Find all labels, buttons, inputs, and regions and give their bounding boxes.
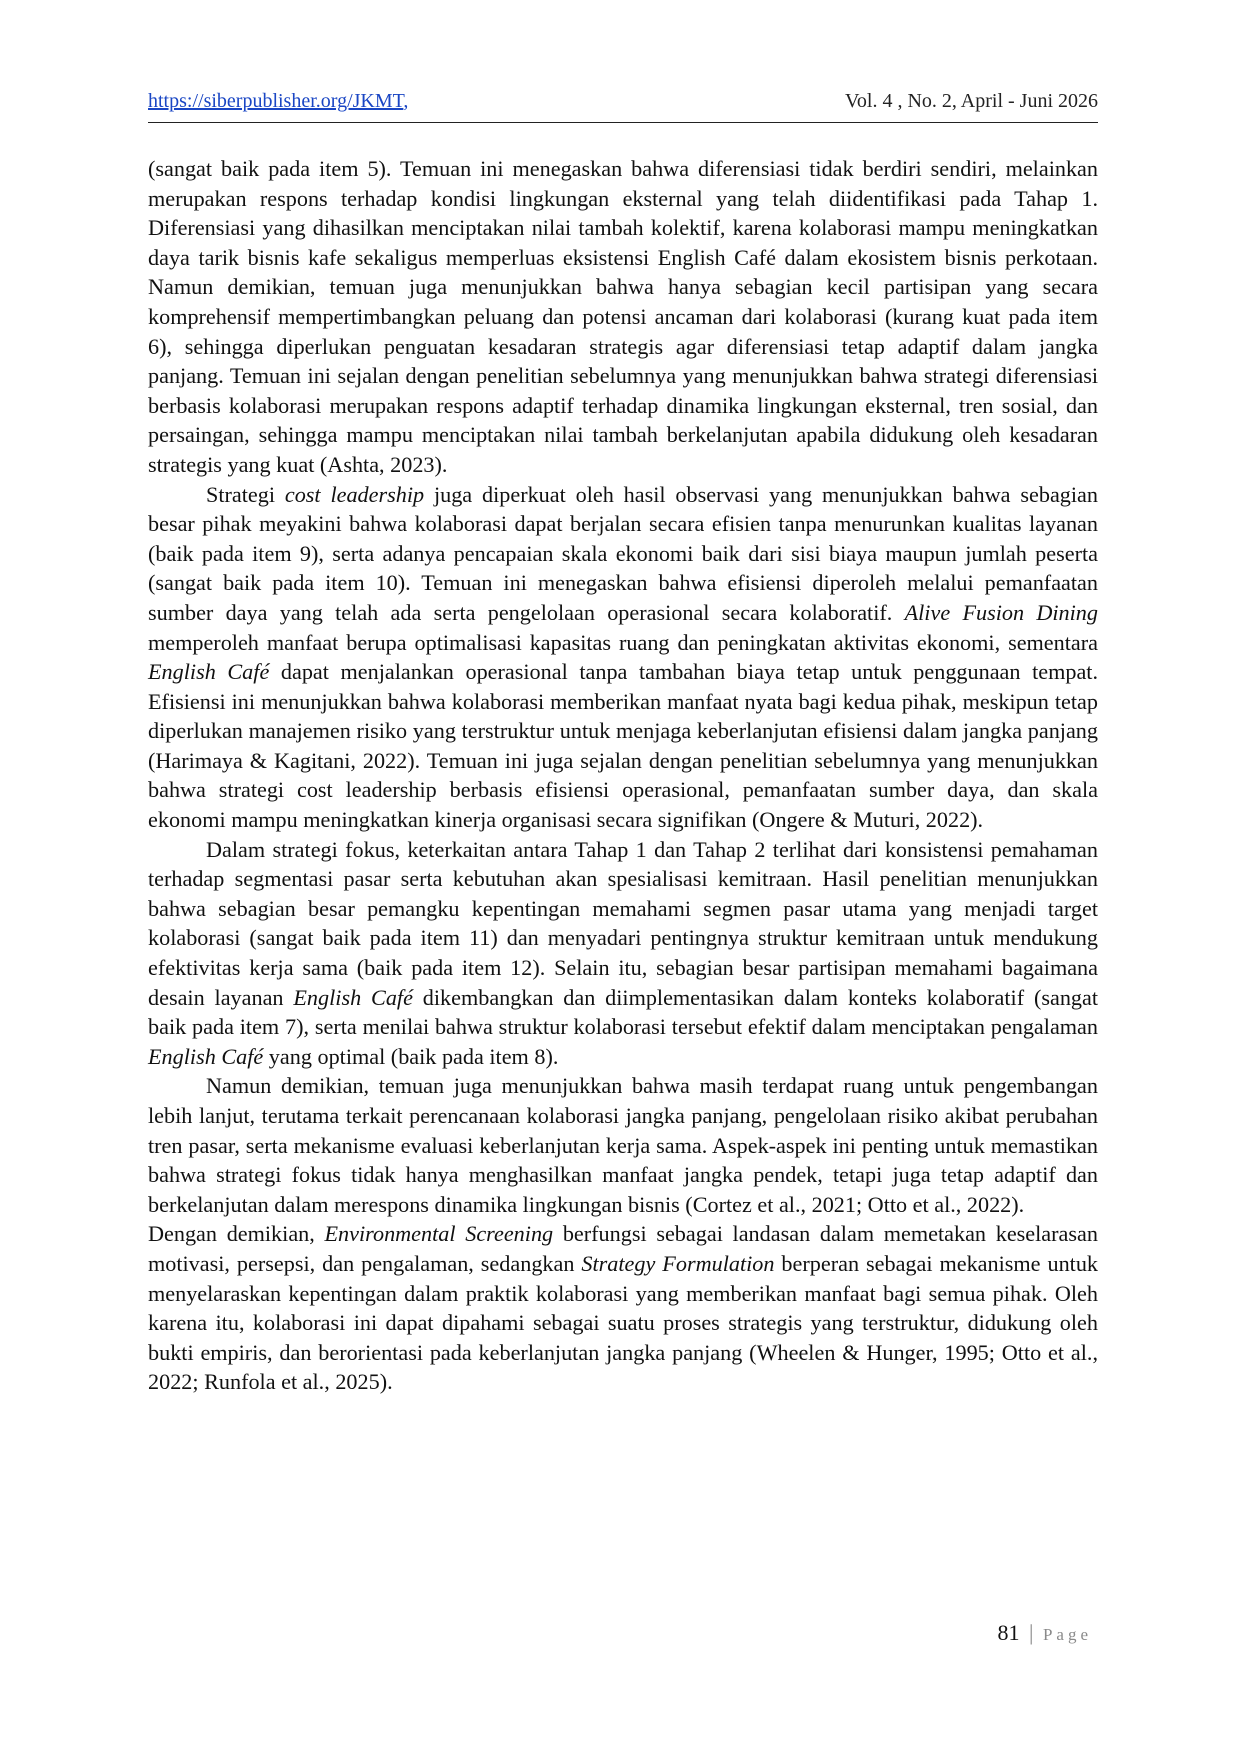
paragraph-5-text-a: Dengan demikian, <box>148 1221 325 1247</box>
footer-separator: | <box>1029 1620 1034 1645</box>
term-environmental-screening: Environmental Screening <box>324 1221 554 1247</box>
paragraph-2-text-d: dapat menjalankan operasional tanpa tambahan biaya tetap untuk penggunaan tempat. Efisiensi ini menunjukkan bahwa kolaborasi memberikan manfaat nyata bagi kedua pihak, meskipun tetap diperlukan manajemen risiko yang terstruktur untuk menjaga keberlanjutan efisiensi dalam jangka panjang (Harimaya & Kagitani, 2022). Temuan ini juga sejalan dengan penelitian sebelumnya yang menunjukkan bahwa strategi cost leadership berbasis efisiensi operasional, pemanfaatan sumber daya, dan skala ekonomi mampu meningkatkan kinerja organisasi secara signifikan (Ongere & Muturi, 2022). <box>148 659 1099 833</box>
term-cost-leadership: cost leadership <box>284 481 425 507</box>
page-footer <box>998 1620 1092 1646</box>
page-word: Page <box>1042 1625 1092 1644</box>
volume-issue-label: Vol. 4 , No. 2, April - Juni 2026 <box>845 90 1098 112</box>
paragraph-2-text-a: Strategi <box>206 481 285 507</box>
paragraph-5 <box>148 1219 1098 1397</box>
journal-link[interactable] <box>148 90 408 113</box>
running-header <box>148 90 1098 123</box>
paragraph-2 <box>148 480 1098 835</box>
paragraph-1-text: (sangat baik pada item 5). Temuan ini menegaskan bahwa diferensiasi tidak berdiri sendiri, melainkan merupakan respons terhadap kondisi lingkungan eksternal yang telah diidentifikasi pada Tahap 1. Diferensiasi yang dihasilkan menciptakan nilai tambah kolektif, karena kolaborasi mampu meningkatkan daya tarik bisnis kafe sekaligus memperluas eksistensi English Café dalam ekosistem bisnis perkotaan. Namun demikian, temuan juga menunjukkan bahwa hanya sebagian kecil partisipan yang secara komprehensif mempertimbangkan peluang dan potensi ancaman dari kolaborasi (kurang kuat pada item 6), sehingga diperlukan penguatan kesadaran strategis agar diferensiasi tetap adaptif dalam jangka panjang. Temuan ini sejalan dengan penelitian sebelumnya yang menunjukkan bahwa strategi diferensiasi berbasis kolaborasi merupakan respons adaptif terhadap dinamika lingkungan eksternal, tren sosial, dan persaingan, sehingga mampu menciptakan nilai tambah berkelanjutan apabila didukung oleh kesadaran strategis yang kuat (Ashta, 2023). <box>148 156 1098 477</box>
paragraph-1 <box>148 154 1098 480</box>
paragraph-3-text-c: yang optimal (baik pada item 8). <box>263 1043 559 1069</box>
journal-link-comma: , <box>403 90 409 112</box>
paragraph-4 <box>148 1071 1098 1219</box>
paragraph-2-text-b: juga diperkuat oleh hasil observasi yang menunjukkan bahwa sebagian besar pihak meyakini bahwa kolaborasi dapat berjalan secara efisien tanpa menurunkan kualitas layanan (baik pada item 9), serta adanya pencapaian skala ekonomi baik dari sisi biaya maupun jumlah peserta (sangat baik pada item 10). Temuan ini menegaskan bahwa efisiensi diperoleh melalui pemanfaatan sumber daya yang telah ada serta pengelolaan operasional secara kolaboratif. <box>148 481 1098 625</box>
paragraph-5-text-b: berfungsi sebagai landasan dalam memetakan keselarasan motivasi, persepsi, dan pengalaman, sedangkan <box>148 1221 1098 1276</box>
page-number: 81 <box>997 1620 1020 1645</box>
paragraph-4-text: Namun demikian, temuan juga menunjukkan bahwa masih terdapat ruang untuk pengembangan lebih lanjut, terutama terkait perencanaan kolaborasi jangka panjang, pengelolaan risiko akibat perubahan tren pasar, serta mekanisme evaluasi keberlanjutan kerja sama. Aspek-aspek ini penting untuk memastikan bahwa strategi fokus tidak hanya menghasilkan manfaat jangka pendek, tetapi juga tetap adaptif dan berkelanjutan dalam merespons dinamika lingkungan bisnis (Cortez et al., 2021; Otto et al., 2022). <box>148 1073 1098 1217</box>
term-english-cafe: English Café <box>293 984 413 1010</box>
paragraph-3 <box>148 835 1098 1072</box>
term-english-cafe: English Café <box>148 659 270 685</box>
paragraph-3-text-b: dikembangkan dan diimplementasikan dalam konteks kolaboratif (sangat baik pada item 7), serta menilai bahwa struktur kolaborasi tersebut efektif dalam menciptakan pengalaman <box>148 984 1099 1040</box>
term-strategy-formulation: Strategy Formulation <box>581 1250 775 1276</box>
term-english-cafe: English Café <box>148 1043 264 1069</box>
paragraph-5-text-c: berperan sebagai mekanisme untuk menyelaraskan kepentingan dalam praktik kolaborasi yang memberikan manfaat bagi semua pihak. Oleh karena itu, kolaborasi ini dapat dipahami sebagai suatu proses strategis yang terstruktur, didukung oleh bukti empiris, dan berorientasi pada keberlanjutan jangka panjang (Wheelen & Hunger, 1995; Otto et al., 2022; Runfola et al., 2025). <box>148 1250 1099 1395</box>
paragraph-3-text-a: Dalam strategi fokus, keterkaitan antara Tahap 1 dan Tahap 2 terlihat dari konsistensi pemahaman terhadap segmentasi pasar serta kebutuhan akan spesialisasi kemitraan. Hasil penelitian menunjukkan bahwa sebagian besar pemangku kepentingan memahami segmen pasar utama yang menjadi target kolaborasi (sangat baik pada item 11) dan menyadari pentingnya struktur kemitraan untuk mendukung efektivitas kerja sama (baik pada item 12). Selain itu, sebagian besar partisipan memahami bagaimana desain layanan <box>148 836 1098 1010</box>
article-body <box>148 154 1098 1397</box>
term-alive-fusion-dining: Alive Fusion Dining <box>904 599 1098 625</box>
journal-link-url[interactable]: https://siberpublisher.org/JKMT <box>148 90 404 112</box>
paragraph-2-text-c: memperoleh manfaat berupa optimalisasi kapasitas ruang dan peningkatan aktivitas ekonomi, sementara <box>148 629 1098 655</box>
